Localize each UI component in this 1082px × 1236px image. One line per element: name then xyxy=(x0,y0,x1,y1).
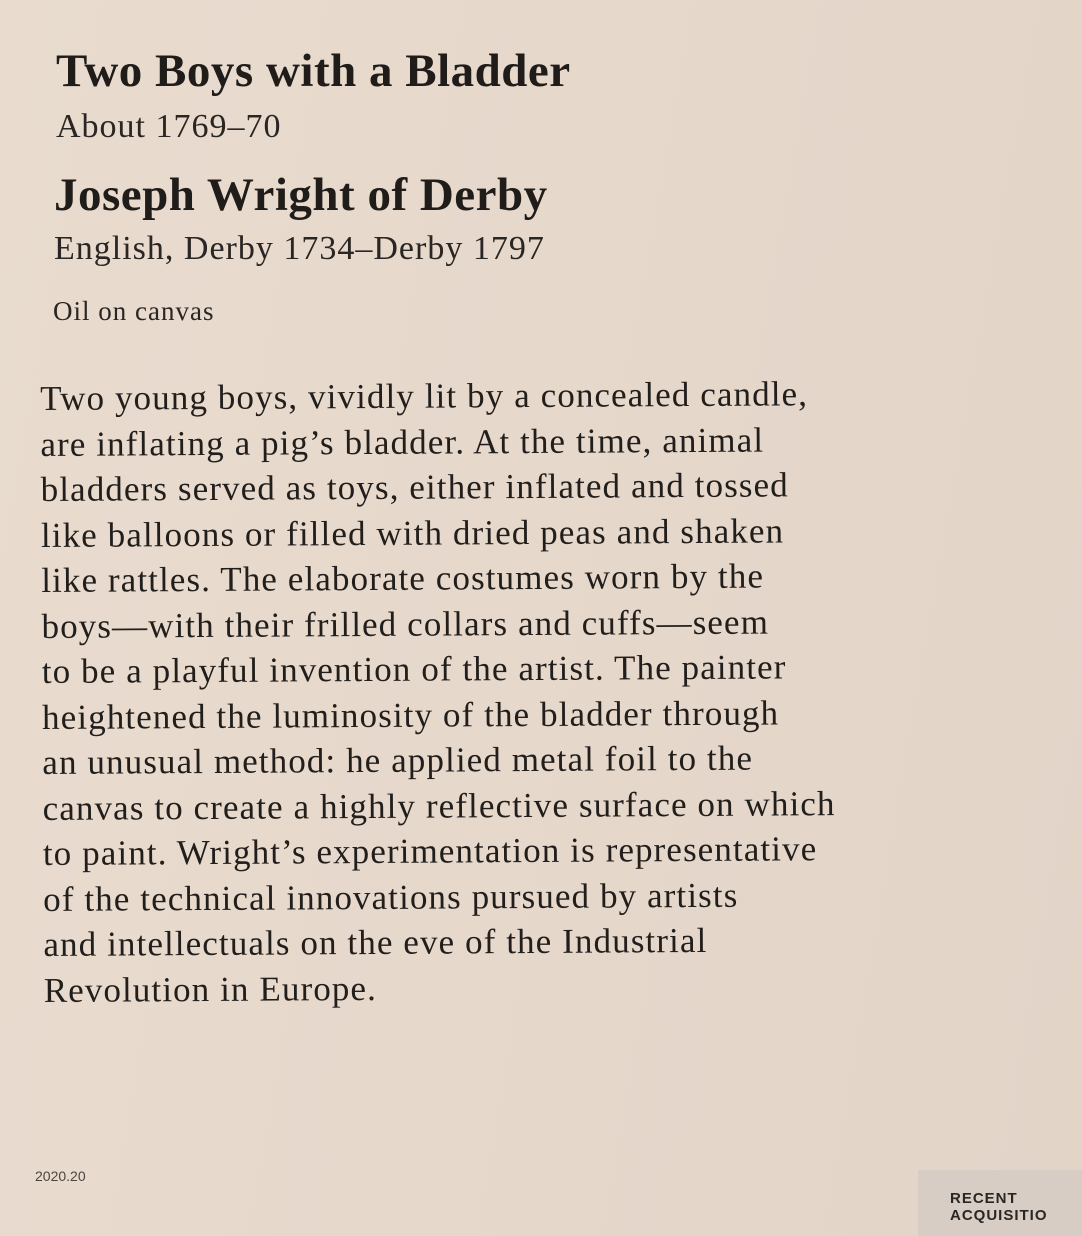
description-line: bladders served as toys, either inflated and tossed xyxy=(40,465,789,509)
artwork-date: About 1769–70 xyxy=(56,108,282,145)
artist-name: Joseph Wright of Derby xyxy=(54,169,548,221)
description-line: Revolution in Europe. xyxy=(43,968,378,1010)
badge-line-2: ACQUISITIO xyxy=(950,1207,1048,1224)
description-line: like balloons or filled with dried peas and shaken xyxy=(40,510,785,555)
description-line: boys—with their frilled collars and cuffs—seem xyxy=(41,602,770,646)
description-line: like rattles. The elaborate costumes worn by the xyxy=(41,556,765,600)
artist-nationality: English, Derby 1734–Derby 1797 xyxy=(54,230,545,267)
description-line: heightened the luminosity of the bladder through xyxy=(41,692,780,737)
description-line: are inflating a pig’s bladder. At the time, animal xyxy=(40,420,765,464)
description-line: canvas to create a highly reflective surface on which xyxy=(42,783,836,828)
accession-number: 2020.20 xyxy=(35,1168,86,1184)
recent-acquisition-badge xyxy=(918,1170,1082,1236)
description-line: an unusual method: he applied metal foil to the xyxy=(42,738,754,782)
description-line: to be a playful invention of the artist. The painter xyxy=(41,647,787,691)
artwork-title: Two Boys with a Bladder xyxy=(56,45,571,97)
artwork-medium: Oil on canvas xyxy=(53,296,215,326)
description-line: and intellectuals on the eve of the Industrial xyxy=(43,920,708,964)
description-line: to paint. Wright’s experimentation is representative xyxy=(42,829,818,873)
label-description xyxy=(40,370,1044,1013)
description-line: Two young boys, vividly lit by a concealed candle, xyxy=(40,374,809,418)
badge-line-1: RECENT xyxy=(950,1190,1018,1207)
description-line: of the technical innovations pursued by artists xyxy=(43,875,739,919)
